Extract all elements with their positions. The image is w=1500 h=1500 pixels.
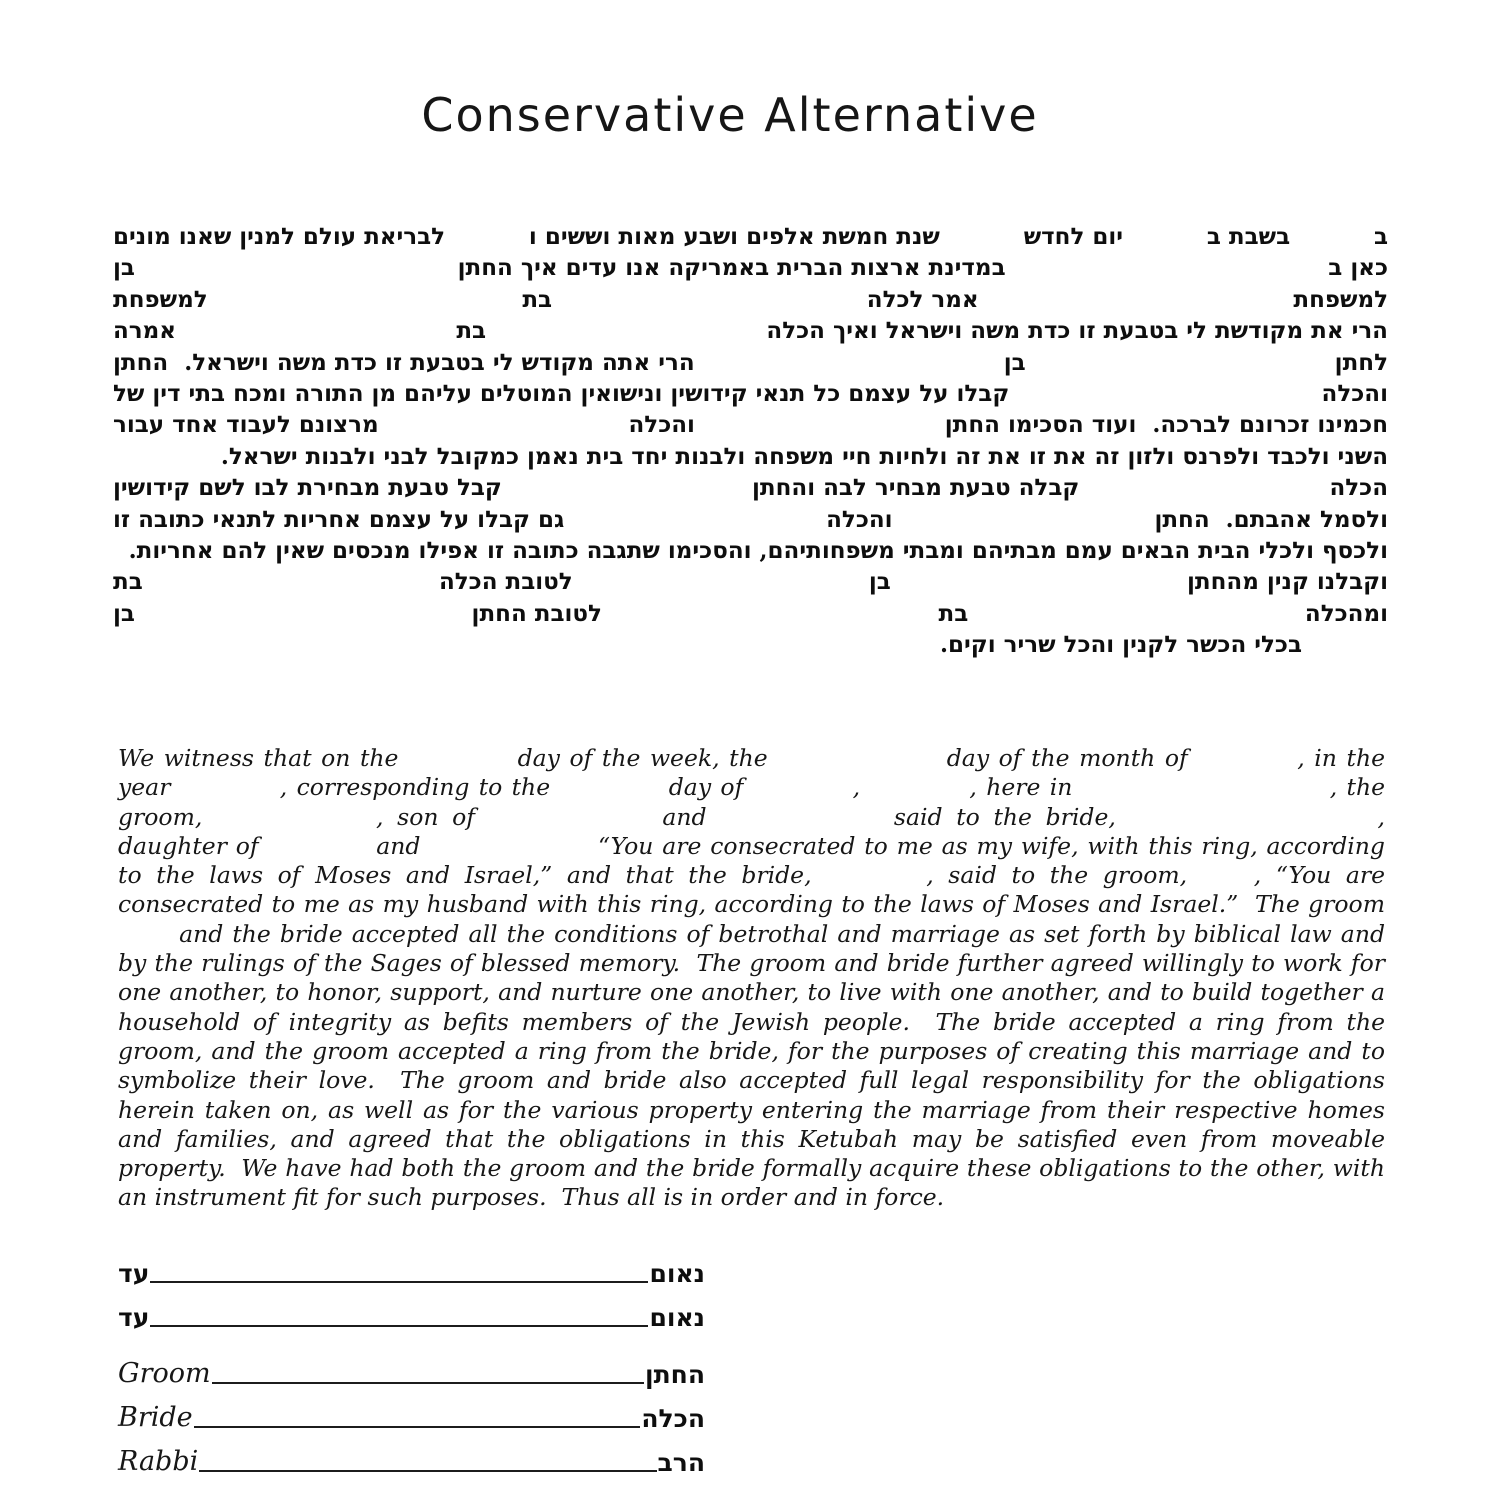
hebrew-text-segment: בן bbox=[113, 599, 135, 627]
hebrew-text-segment: אמרה bbox=[113, 317, 177, 345]
english-text-segment: We witness that on the bbox=[118, 744, 409, 772]
rabbi-hebrew-label: הרב bbox=[657, 1448, 705, 1477]
english-text-segment: , the groom, bbox=[118, 773, 1386, 831]
fill-in-blank[interactable] bbox=[602, 598, 939, 629]
fill-in-blank[interactable] bbox=[135, 252, 458, 283]
hebrew-line-6 bbox=[113, 378, 1388, 409]
hebrew-text-segment: קבלה טבעת מבחיר לבה והחתן bbox=[751, 474, 1080, 502]
groom-label: Groom bbox=[118, 1358, 211, 1389]
hebrew-text-segment: לבריאת עולם למנין שאנו מונים bbox=[113, 223, 446, 250]
witness-2-signature-row bbox=[118, 1289, 705, 1333]
english-text-block bbox=[118, 744, 1385, 1213]
fill-in-blank[interactable] bbox=[695, 409, 945, 440]
fill-in-blank[interactable] bbox=[940, 221, 1024, 252]
hebrew-line-1 bbox=[113, 221, 1388, 252]
hebrew-text-segment: לחתן bbox=[1334, 348, 1388, 376]
fill-in-blank[interactable] bbox=[564, 504, 826, 535]
fill-in-blank[interactable] bbox=[502, 472, 752, 503]
fill-in-blank[interactable] bbox=[408, 765, 508, 766]
hebrew-text-segment: במדינת ארצות הברית באמריקה אנו עדים איך החתן bbox=[457, 254, 1006, 282]
groom-signature-line[interactable] bbox=[212, 1382, 644, 1384]
hebrew-text-segment: לטובת החתן bbox=[471, 599, 602, 627]
hebrew-text-segment: קבלו על עצמם כל תנאי קידושין ונישואין המוטלים עליהם מן התורה ומכח בתי דין של bbox=[113, 379, 1010, 407]
english-text-segment: , “You are consecrated to me as my husband with this ring, according to the laws of Moses and Israel.” The groom bbox=[118, 861, 1386, 919]
hebrew-text-segment: הכלה bbox=[1329, 474, 1388, 502]
hebrew-line-10 bbox=[113, 504, 1388, 535]
english-text-segment: and the bride accepted all the conditions of betrothal and marriage as set forth by biblical law and by the rulings of the Sages of blessed memory. The groom and bride further agreed willingly to work for one another, to honor, support, and nurture one another, to live with one another, and to build together a household of integrity as befits members of the Jewish people. The bride accepted a ring from the groom, and the groom accepted a ring from the bride, for the purposes of creating this marriage and to symbolize their love. The groom and bride also accepted full legal responsibility for the obligations herein taken on, as well as for the various property entering the marriage from their respective homes and families, and agreed that the obligations in this Ketubah may be satisfied even from moveable property. We have had both the groom and the bride formally acquire these obligations to the other, with an instrument fit for such purposes. Thus all is in order and in force. bbox=[118, 919, 1385, 1212]
groom-hebrew-label: החתן bbox=[644, 1360, 705, 1389]
hebrew-text-segment: אמר לכלה bbox=[866, 285, 979, 313]
bride-label: Bride bbox=[118, 1402, 193, 1433]
hebrew-text-segment: הרי את מקודשת לי בטבעת זו כדת משה וישראל ואיך הכלה bbox=[766, 317, 1388, 345]
fill-in-blank[interactable] bbox=[1197, 765, 1297, 766]
hebrew-text-segment: כאן ב bbox=[1328, 254, 1388, 282]
hebrew-line-12 bbox=[113, 566, 1388, 597]
hebrew-text-segment: בכלי הכשר לקנין והכל שריר וקים. bbox=[939, 631, 1302, 659]
rabbi-signature-line[interactable] bbox=[199, 1470, 656, 1472]
fill-in-blank[interactable] bbox=[1123, 221, 1207, 252]
fill-in-blank[interactable] bbox=[891, 566, 1187, 597]
fill-in-blank[interactable] bbox=[135, 598, 472, 629]
english-text-segment: , bbox=[852, 773, 870, 802]
hebrew-text-segment: והכלה bbox=[1321, 379, 1388, 407]
bride-hebrew-label: הכלה bbox=[641, 1404, 705, 1433]
signature-section bbox=[118, 1245, 705, 1478]
hebrew-line-5 bbox=[113, 347, 1388, 378]
witness-1-label: עד bbox=[118, 1259, 150, 1288]
hebrew-text-segment: השני ולכבד ולפרנס ולזון זה את זו את זה ולחיות חיי משפחה ולבנות יחד בית נאמן כמקובל לבני ולבנות ישראל. bbox=[220, 442, 1388, 470]
fill-in-blank[interactable] bbox=[1202, 882, 1254, 883]
hebrew-text-segment: ומהכלה bbox=[1304, 599, 1388, 627]
fill-in-blank[interactable] bbox=[176, 315, 456, 346]
english-text-segment: “You are consecrated to me as my wife, with this ring, according to the laws of Moses and Israel,” and that the bride, bbox=[118, 831, 1385, 890]
hebrew-text-segment: והכלה bbox=[628, 411, 695, 439]
english-text-segment: , son of bbox=[376, 802, 489, 831]
fill-in-blank[interactable] bbox=[753, 794, 853, 795]
hebrew-text-segment: בשבת ב bbox=[1206, 223, 1291, 250]
english-text-segment: , corresponding to the bbox=[279, 773, 560, 802]
hebrew-text-segment: בן bbox=[868, 568, 891, 596]
fill-in-blank[interactable] bbox=[1009, 378, 1321, 409]
hebrew-line-11 bbox=[113, 535, 1388, 566]
english-text-segment: day of the month of bbox=[937, 744, 1198, 772]
groom-signature-row bbox=[118, 1346, 705, 1390]
fill-in-blank[interactable] bbox=[777, 765, 937, 766]
hebrew-line-3 bbox=[113, 284, 1388, 315]
fill-in-blank[interactable] bbox=[1082, 794, 1330, 795]
fill-in-blank[interactable] bbox=[720, 824, 880, 825]
bride-signature-row bbox=[118, 1390, 705, 1434]
hebrew-text-segment: יום לחדש bbox=[1023, 223, 1124, 250]
hebrew-text-segment: בת bbox=[938, 599, 969, 627]
fill-in-blank[interactable] bbox=[695, 347, 1004, 378]
fill-in-blank[interactable] bbox=[573, 566, 869, 597]
hebrew-text-block bbox=[113, 221, 1388, 660]
english-text-segment: and bbox=[648, 802, 721, 831]
english-text-segment: said to the bride, bbox=[880, 802, 1130, 831]
page-title: Conservative Alternative bbox=[421, 88, 1039, 142]
english-text-segment: day of the week, the bbox=[508, 744, 778, 772]
fill-in-blank[interactable] bbox=[1290, 221, 1374, 252]
hebrew-text-segment: לטובת הכלה bbox=[438, 568, 573, 596]
witness-2-declaration-label: נאום bbox=[649, 1303, 705, 1332]
witness-1-declaration-label: נאום bbox=[649, 1259, 705, 1288]
hebrew-line-7 bbox=[113, 409, 1388, 440]
hebrew-text-segment: וקבלנו קנין מהחתן bbox=[1187, 568, 1388, 596]
hebrew-text-segment: ולכסף ולכלי הבית הבאים עמם מבתיהם ומבתי משפחותיהם, והסכימו שתגבה כתובה זו אפילו מנכסים שאין להם אחריות. bbox=[128, 536, 1388, 564]
english-text-segment: , here in bbox=[969, 773, 1082, 802]
hebrew-line-4 bbox=[113, 315, 1388, 346]
fill-in-blank[interactable] bbox=[429, 853, 589, 854]
hebrew-text-segment: הרי אתה מקודש לי בטבעת זו כדת משה וישראל. החתן bbox=[112, 348, 695, 376]
english-text-segment: and bbox=[367, 831, 430, 860]
fill-in-blank[interactable] bbox=[445, 221, 529, 252]
rabbi-label: Rabbi bbox=[118, 1446, 199, 1477]
fill-in-blank[interactable] bbox=[180, 794, 280, 795]
fill-in-blank[interactable] bbox=[1130, 824, 1378, 825]
witness-1-signature-line[interactable] bbox=[150, 1281, 648, 1283]
fill-in-blank[interactable] bbox=[826, 882, 926, 883]
bride-signature-line[interactable] bbox=[194, 1426, 641, 1428]
hebrew-text-segment: למשפחת bbox=[113, 285, 208, 313]
witness-2-label: עד bbox=[118, 1303, 150, 1332]
fill-in-blank[interactable] bbox=[869, 794, 969, 795]
hebrew-text-segment: מרצונם לעבוד אחד עבור bbox=[112, 411, 379, 439]
fill-in-blank[interactable] bbox=[979, 284, 1294, 315]
hebrew-line-2 bbox=[113, 252, 1388, 283]
witness-2-signature-line[interactable] bbox=[150, 1325, 648, 1327]
fill-in-blank[interactable] bbox=[893, 504, 1155, 535]
english-text-segment: , said to the groom, bbox=[926, 861, 1202, 890]
hebrew-text-segment: בת bbox=[522, 285, 553, 313]
english-text-segment: , daughter of bbox=[118, 802, 1385, 860]
fill-in-blank[interactable] bbox=[1026, 347, 1335, 378]
english-text-segment: , in the year bbox=[118, 744, 1385, 802]
hebrew-text-segment: בן bbox=[1003, 348, 1026, 376]
rabbi-signature-row bbox=[118, 1434, 705, 1478]
fill-in-blank[interactable] bbox=[379, 409, 629, 440]
fill-in-blank[interactable] bbox=[216, 824, 376, 825]
english-text-segment: day of bbox=[659, 773, 753, 802]
fill-in-blank[interactable] bbox=[267, 853, 367, 854]
fill-in-blank[interactable] bbox=[486, 315, 766, 346]
fill-in-blank[interactable] bbox=[968, 598, 1305, 629]
hebrew-text-segment: גם קבלו על עצמם אחריות לתנאי כתובה זו bbox=[113, 505, 565, 533]
witness-1-signature-row bbox=[118, 1245, 705, 1289]
hebrew-text-segment: ב bbox=[1373, 223, 1388, 250]
hebrew-line-8 bbox=[113, 441, 1388, 472]
hebrew-text-segment: בת bbox=[113, 568, 143, 596]
fill-in-blank[interactable] bbox=[208, 284, 523, 315]
fill-in-blank[interactable] bbox=[559, 794, 659, 795]
hebrew-text-segment: למשפחת bbox=[1293, 285, 1388, 313]
hebrew-text-segment: והכלה bbox=[826, 505, 893, 533]
hebrew-line-9 bbox=[113, 472, 1388, 503]
hebrew-text-segment: חכמינו זכרונם לברכה. ועוד הסכימו החתן bbox=[944, 411, 1388, 439]
fill-in-blank[interactable] bbox=[1079, 472, 1329, 503]
fill-in-blank[interactable] bbox=[552, 284, 867, 315]
hebrew-line-13 bbox=[113, 598, 1388, 629]
fill-in-blank[interactable] bbox=[489, 824, 649, 825]
fill-in-blank[interactable] bbox=[143, 566, 439, 597]
hebrew-text-segment: בן bbox=[113, 254, 135, 282]
hebrew-line-14 bbox=[113, 629, 1388, 660]
hebrew-text-segment: שנת חמשת אלפים ושבע מאות וששים ו bbox=[528, 223, 940, 250]
fill-in-blank[interactable] bbox=[1006, 252, 1329, 283]
hebrew-text-segment: ולסמל אהבתם. החתן bbox=[1154, 505, 1388, 533]
hebrew-text-segment: בת bbox=[456, 317, 487, 345]
hebrew-text-segment: קבל טבעת מבחירת לבו לשם קידושין bbox=[113, 474, 502, 502]
fill-in-blank[interactable] bbox=[118, 941, 170, 942]
